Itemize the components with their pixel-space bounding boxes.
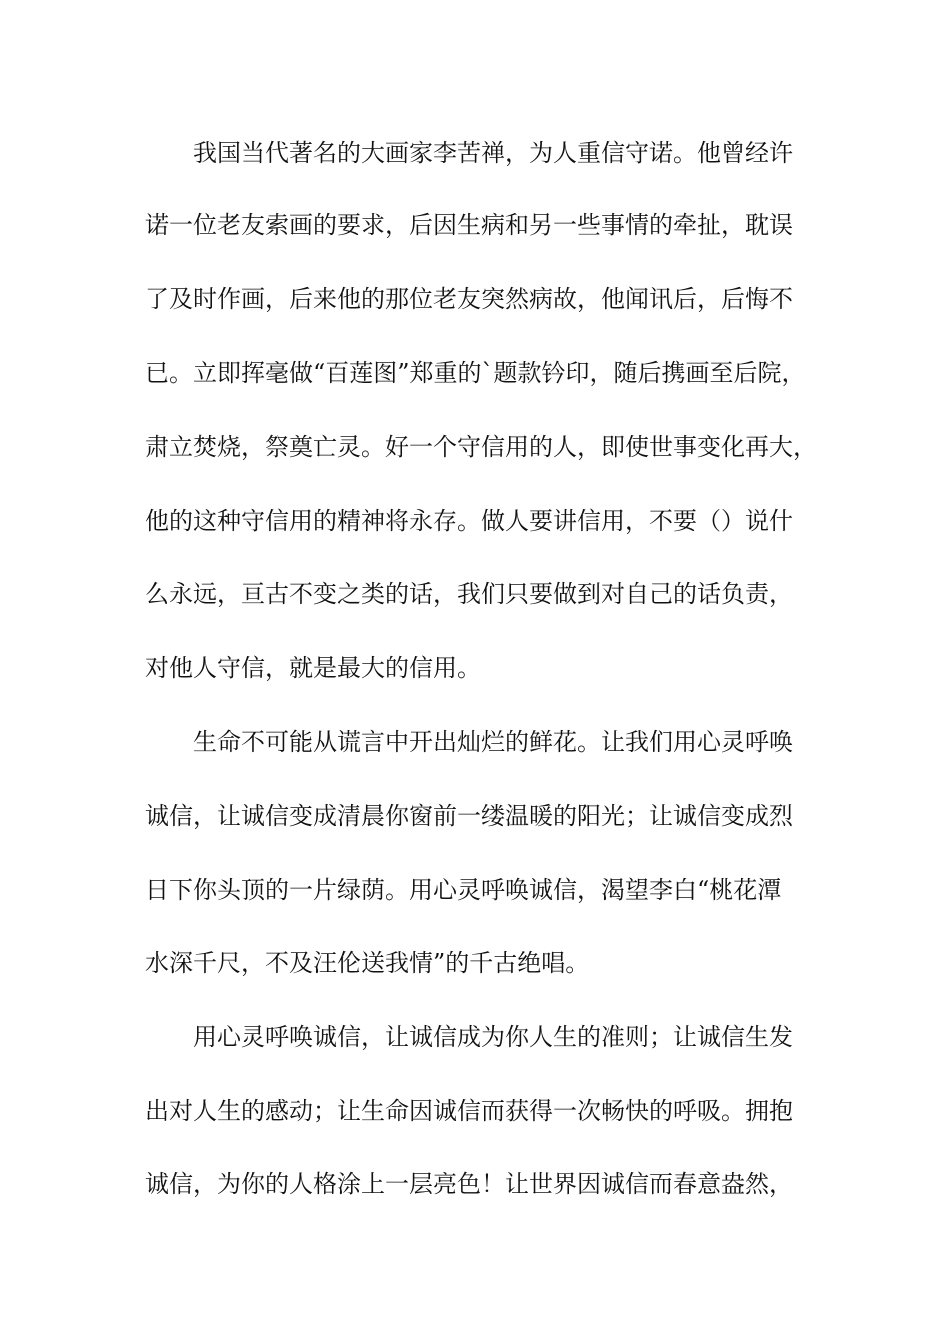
text-line: 了及时作画，后来他的那位老友突然病故，他闻讯后，后悔不 (145, 285, 793, 313)
text-line: 肃立焚烧，祭奠亡灵。好一个守信用的人，即使世事变化再大， (145, 433, 817, 461)
text-line: 诚信，为你的人格涂上一层亮色！让世界因诚信而春意盎然， (145, 1170, 793, 1198)
text-line: 对他人守信，就是最大的信用。 (145, 654, 481, 682)
text-line: 用心灵呼唤诚信，让诚信成为你人生的准则；让诚信生发 (193, 1023, 793, 1051)
text-line: 生命不可能从谎言中开出灿烂的鲜花。让我们用心灵呼唤 (193, 728, 793, 756)
text-line: 我国当代著名的大画家李苦禅，为人重信守诺。他曾经许 (193, 139, 793, 167)
text-line: 出对人生的感动；让生命因诚信而获得一次畅快的呼吸。拥抱 (145, 1097, 793, 1125)
text-line: 他的这种守信用的精神将永存。做人要讲信用，不要（）说什 (145, 507, 793, 535)
text-line: 诚信，让诚信变成清晨你窗前一缕温暖的阳光；让诚信变成烈 (145, 802, 793, 830)
text-line: 水深千尺，不及汪伦送我情”的千古绝唱。 (145, 949, 590, 977)
text-line: 么永远，亘古不变之类的话，我们只要做到对自己的话负责， (145, 580, 793, 608)
text-line: 日下你头顶的一片绿荫。用心灵呼唤诚信，渴望李白“桃花潭 (145, 876, 782, 904)
text-line: 诺一位老友索画的要求，后因生病和另一些事情的牵扯，耽误 (145, 211, 793, 239)
text-line: 已。立即挥毫做“百莲图”郑重的`题款钤印，随后携画至后院， (145, 359, 806, 387)
